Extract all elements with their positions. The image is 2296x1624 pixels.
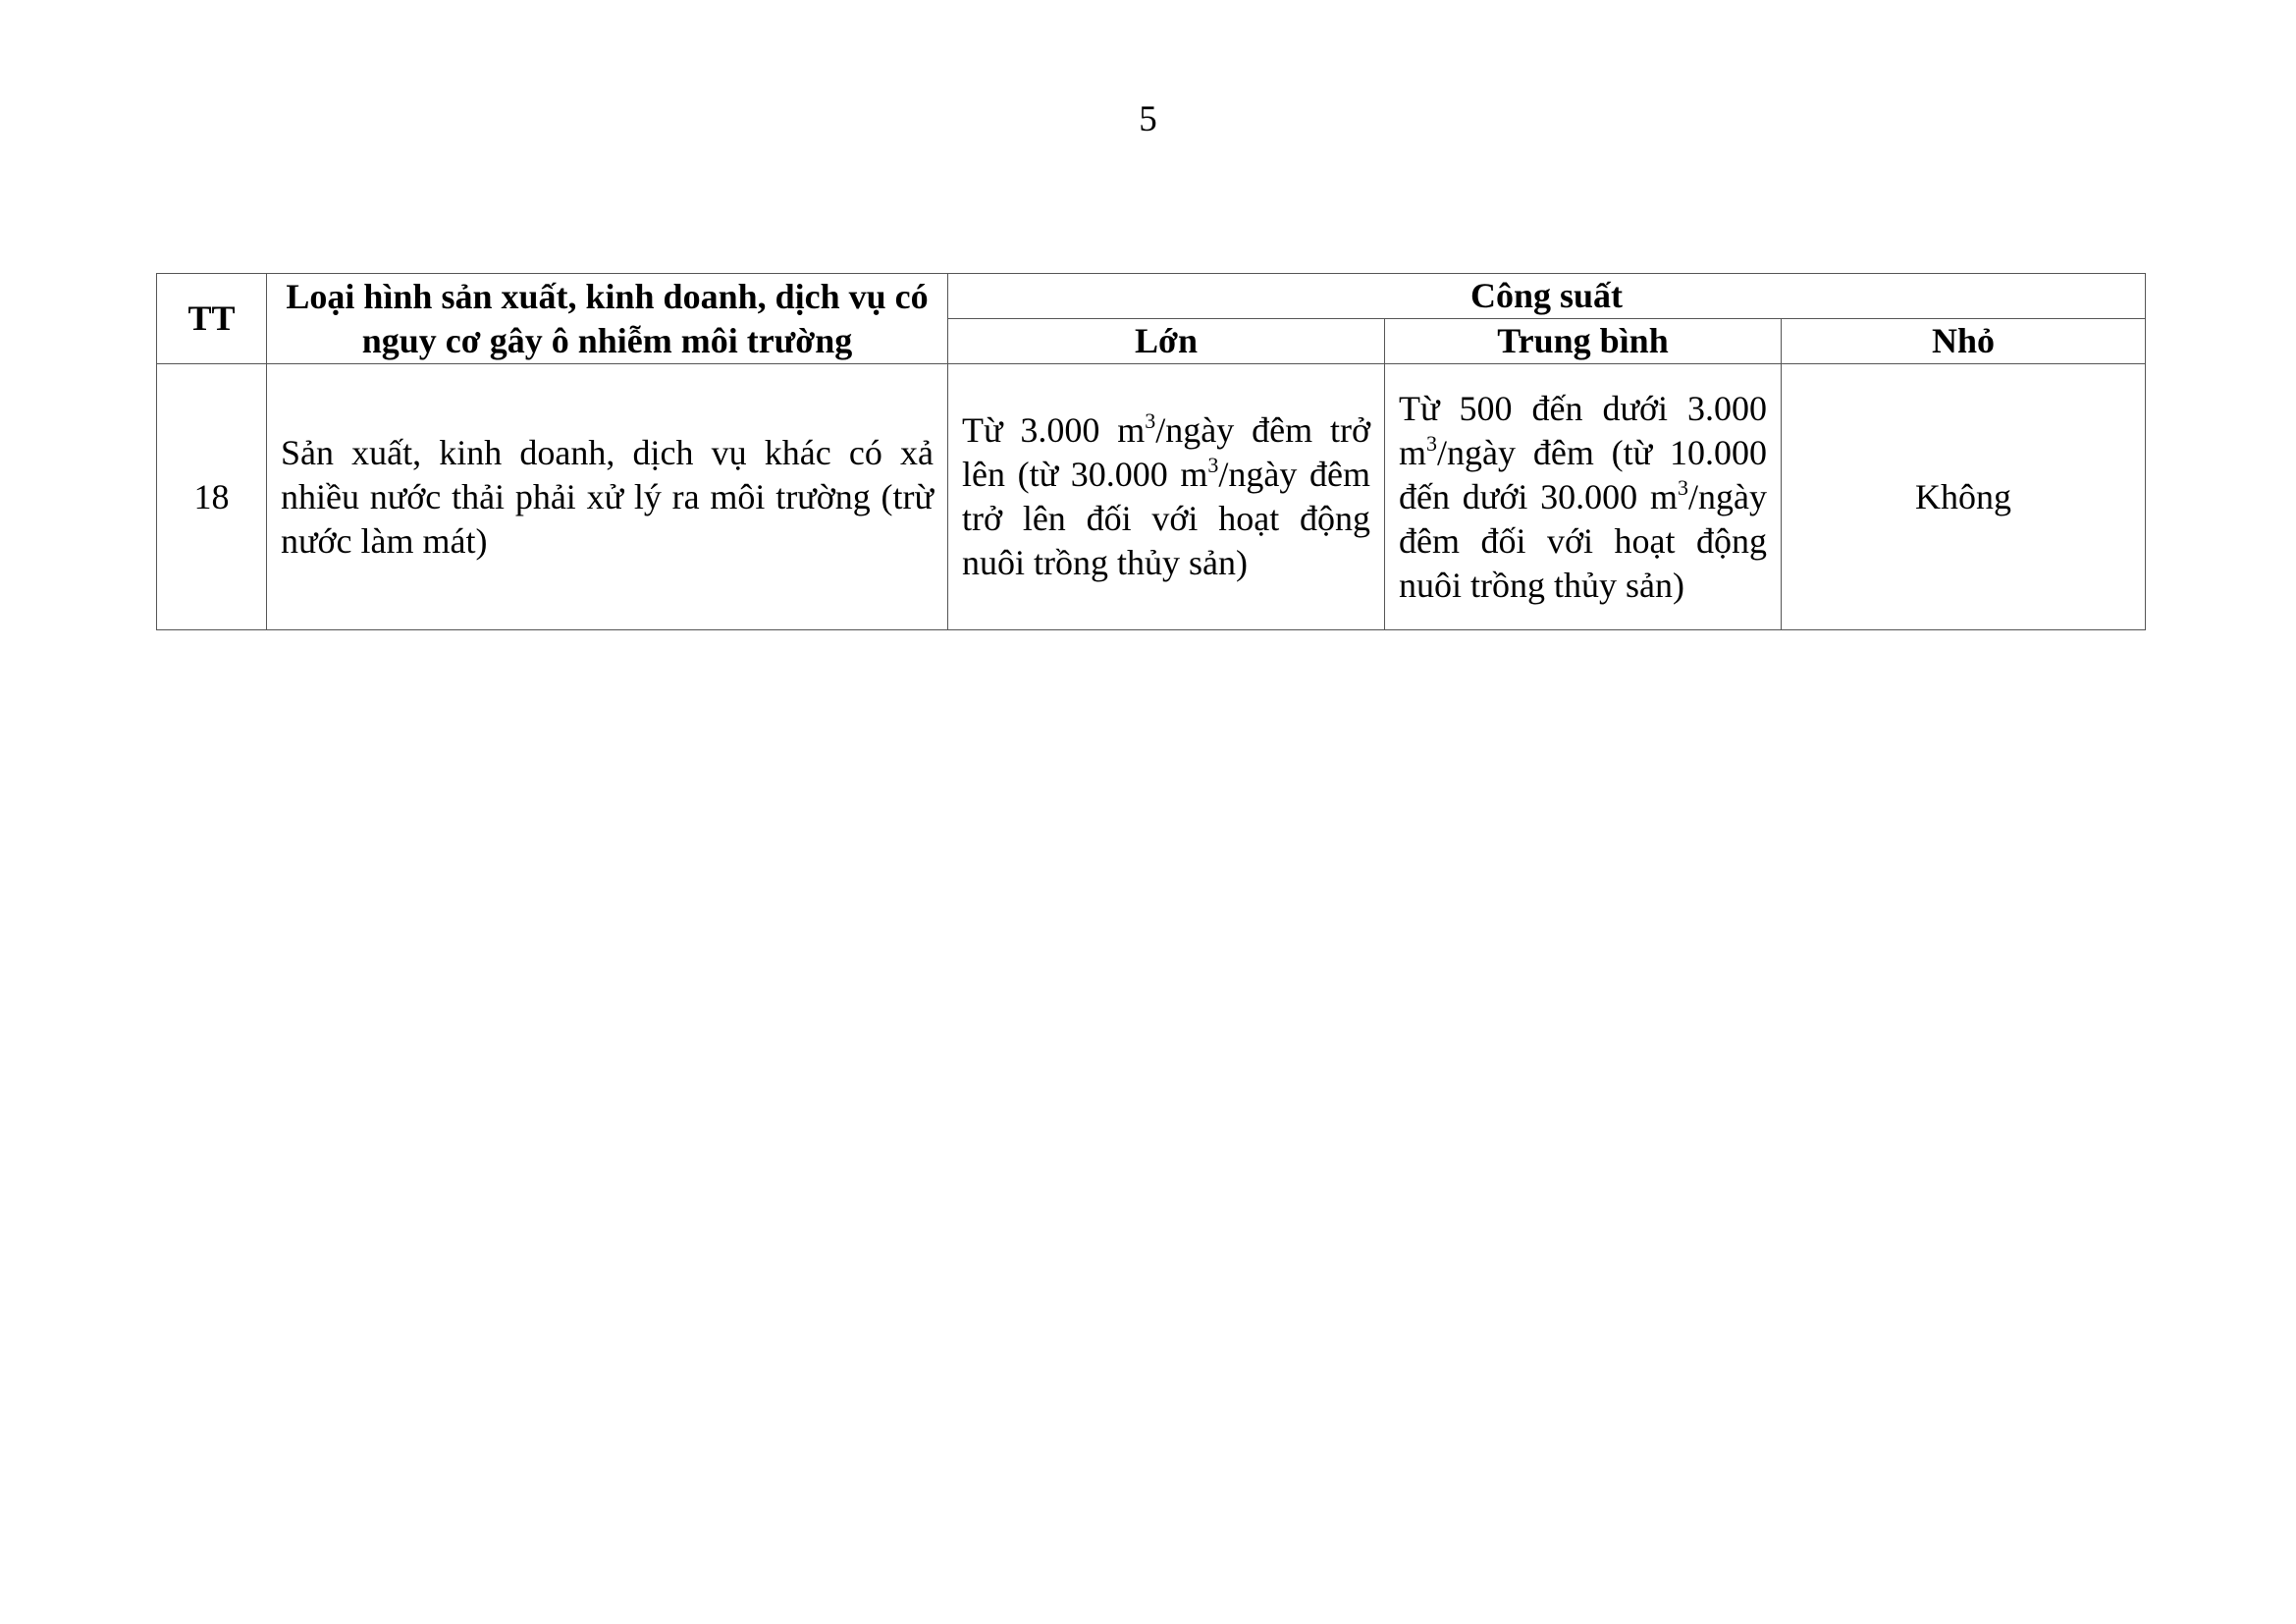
large-sup-1: 3	[1145, 408, 1156, 433]
large-text-1: Từ 3.000 m	[962, 410, 1146, 450]
cell-activity-type: Sản xuất, kinh doanh, dịch vụ khác có xả nhiều nước thải phải xử lý ra môi trường (trừ nước làm mát)	[267, 364, 948, 630]
header-capacity: Công suất	[948, 274, 2146, 319]
header-row-1	[157, 274, 2146, 319]
cell-medium	[1385, 364, 1782, 630]
cell-small: Không	[1782, 364, 2146, 630]
medium-text-3: /ngày đêm đối với hoạt động nuôi trồng thủy sản)	[1399, 476, 1767, 605]
header-large: Lớn	[948, 319, 1385, 364]
large-sup-2: 3	[1207, 453, 1219, 477]
large-text-2: /ngày đêm trở lên (từ 30.000 m	[962, 410, 1370, 494]
large-text-3: /ngày đêm trở lên đối với hoạt động nuôi trồng thủy sản)	[962, 455, 1371, 582]
header-activity-type: Loại hình sản xuất, kinh doanh, dịch vụ có nguy cơ gây ô nhiễm môi trường	[267, 274, 948, 364]
medium-text-2: /ngày đêm (từ 10.000 đến dưới 30.000 m	[1399, 432, 1767, 516]
cell-large	[948, 364, 1385, 630]
cell-tt: 18	[157, 364, 267, 630]
table-row	[157, 364, 2146, 630]
medium-text-1: Từ 500 đến dưới 3.000 m	[1399, 388, 1767, 472]
header-medium: Trung bình	[1385, 319, 1782, 364]
medium-sup-2: 3	[1678, 474, 1689, 500]
header-tt: TT	[157, 274, 267, 364]
page-number: 5	[1139, 99, 1157, 139]
header-small: Nhỏ	[1782, 319, 2146, 364]
medium-sup-1: 3	[1426, 430, 1438, 456]
capacity-table	[156, 273, 2146, 630]
